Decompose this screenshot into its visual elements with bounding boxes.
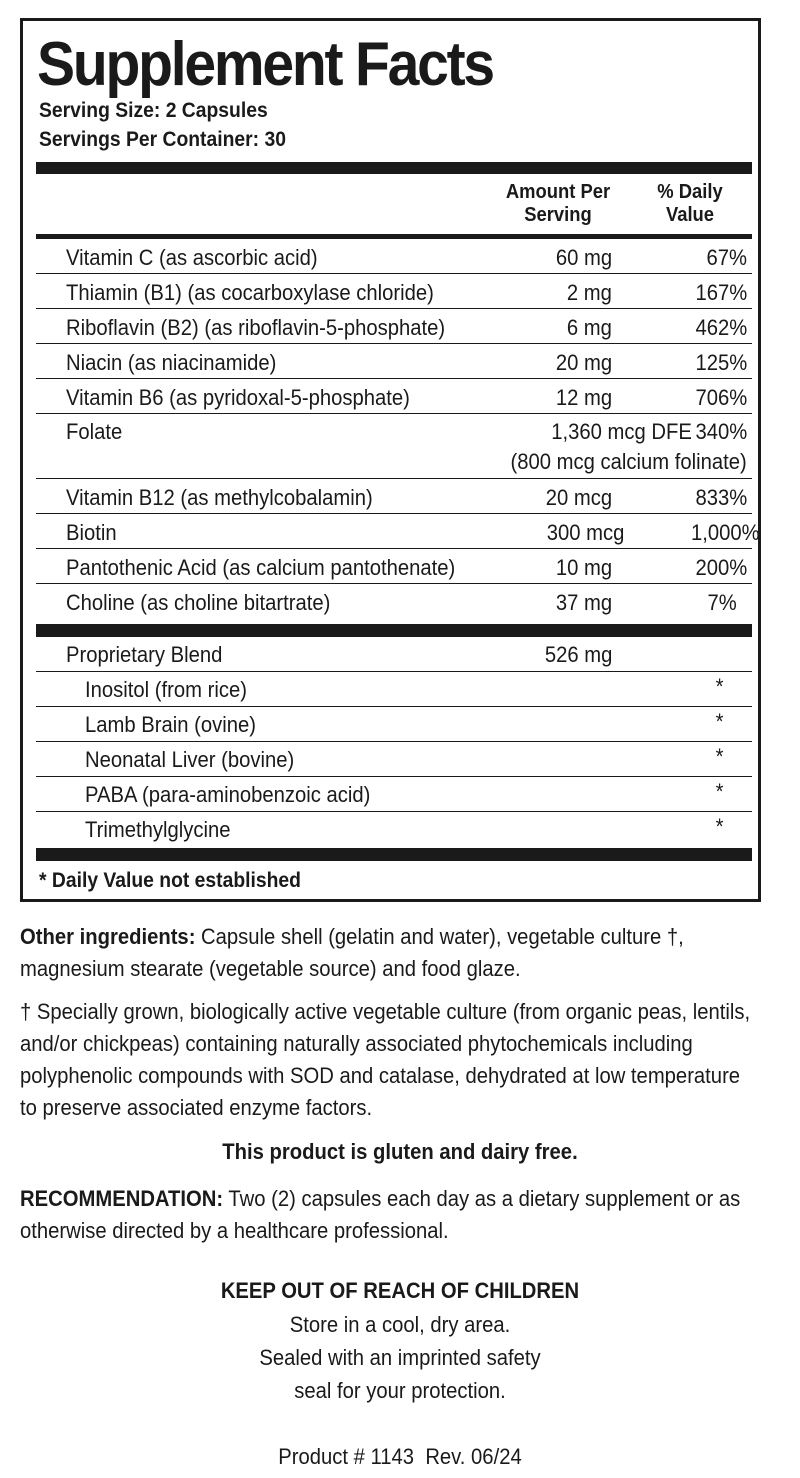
warning-heading: KEEP OUT OF REACH OF CHILDREN [220, 1278, 580, 1303]
product-code: Product # 1143 Rev. 06/24 [278, 1444, 522, 1469]
nutrient-name: Vitamin C (as ascorbic acid) [66, 245, 318, 270]
nutrient-row [36, 584, 752, 624]
blend-item-row [36, 707, 752, 742]
other-ingredients [20, 921, 756, 985]
nutrient-amount: 37 mg [555, 590, 612, 615]
nutrient-amount: 10 mg [555, 555, 612, 580]
dv-column-header [639, 181, 740, 227]
nutrient-dv: 833% [695, 485, 747, 510]
blend-item-name: Trimethylglycine [85, 817, 231, 842]
nutrient-row [36, 549, 752, 584]
storage-line-1: Store in a cool, dry area. [289, 1312, 511, 1337]
blend-item-name: PABA (para-aminobenzoic acid) [85, 782, 371, 807]
nutrient-amount: 2 mg [566, 280, 612, 305]
nutrient-dv: 200% [695, 555, 747, 580]
nutrient-amount: 300 mcg [546, 520, 624, 545]
daily-value-footnote: * Daily Value not established [39, 869, 301, 892]
thick-divider-bottom [36, 848, 752, 861]
thick-divider-blend [36, 624, 752, 637]
blend-item-name: Neonatal Liver (bovine) [85, 747, 295, 772]
blend-item-name: Inositol (from rice) [85, 677, 247, 702]
blend-item-row [36, 742, 752, 777]
blend-item-row [36, 777, 752, 812]
other-ingredients-text: Capsule shell (gelatin and water), vegetable culture †, magnesium stearate (vegetable source) and food glaze. [20, 924, 684, 981]
nutrient-row [36, 479, 752, 514]
nutrient-dv: 340% [695, 419, 747, 444]
nutrient-amount: 12 mg [555, 385, 612, 410]
other-ingredients-label: Other ingredients: [20, 924, 196, 949]
blend-amount: 526 mg [544, 642, 612, 667]
nutrient-dv: 706% [695, 385, 747, 410]
nutrient-name: Niacin (as niacinamide) [66, 350, 277, 375]
nutrient-name: Vitamin B12 (as methylcobalamin) [66, 485, 373, 510]
nutrient-amount: 20 mcg [545, 485, 612, 510]
blend-item-dv: * [716, 779, 724, 804]
nutrient-row [36, 239, 752, 274]
recommendation-label: RECOMMENDATION: [20, 1186, 224, 1211]
nutrient-dv: 167% [695, 280, 747, 305]
culture-note: † Specially grown, biologically active vegetable culture (from organic peas, lentils, and/or chickpeas) containing naturally associated phytochemicals including polyphenolic compounds with SOD and catalase, dehydrated at low temperature to preserve associated enzyme factors. [20, 999, 751, 1120]
blend-item-row [36, 812, 752, 847]
blend-item-dv: * [716, 674, 724, 699]
nutrient-dv: 1,000% [691, 520, 760, 545]
blend-name: Proprietary Blend [66, 642, 223, 667]
dv-header-line1: % Daily [657, 181, 723, 203]
nutrient-row [36, 274, 752, 309]
blend-item-name: Lamb Brain (ovine) [85, 712, 257, 737]
nutrient-dv: 462% [695, 315, 747, 340]
nutrient-name: Biotin [66, 520, 117, 545]
nutrient-dv: 7% [707, 590, 737, 615]
nutrient-name: Vitamin B6 (as pyridoxal-5-phosphate) [66, 385, 410, 410]
nutrient-amount: 60 mg [555, 245, 612, 270]
nutrient-name: Riboflavin (B2) (as riboflavin-5-phosphate) [66, 315, 446, 340]
nutrient-name: Pantothenic Acid (as calcium pantothenate) [66, 555, 456, 580]
panel-title: Supplement Facts [37, 30, 493, 99]
nutrient-amount: 6 mg [566, 315, 612, 340]
nutrient-dv: 67% [706, 245, 747, 270]
nutrient-row [36, 414, 752, 479]
blend-item-dv: * [716, 744, 724, 769]
nutrient-name: Choline (as choline bitartrate) [66, 590, 331, 615]
serving-size: Serving Size: 2 Capsules [39, 99, 268, 122]
nutrient-amount: 20 mg [555, 350, 612, 375]
nutrient-row [36, 514, 760, 549]
blend-item-dv: * [716, 814, 724, 839]
blend-item-dv: * [716, 709, 724, 734]
dv-header-line2: Value [665, 204, 715, 226]
nutrient-dv: 125% [695, 350, 747, 375]
nutrient-name: Thiamin (B1) (as cocarboxylase chloride) [66, 280, 434, 305]
thick-divider-top [36, 162, 752, 174]
storage-line-2: Sealed with an imprinted safety [259, 1345, 541, 1370]
nutrient-row [36, 379, 752, 414]
amount-header-line2: Serving [524, 204, 592, 226]
supplement-facts-panel [20, 18, 761, 902]
amount-column-header [494, 181, 623, 227]
recommendation-text: Two (2) capsules each day as a dietary supplement or as otherwise directed by a healthcare professional. [20, 1186, 741, 1243]
blend-row [36, 637, 752, 672]
storage-line-3: seal for your protection. [294, 1378, 506, 1403]
nutrient-row [36, 309, 752, 344]
nutrient-row [36, 344, 752, 379]
nutrient-amount-note: (800 mcg calcium folinate) [510, 449, 747, 474]
nutrient-name: Folate [66, 419, 123, 444]
blend-item-row [36, 672, 752, 707]
amount-header-line1: Amount Per [505, 181, 611, 203]
nutrient-amount: 1,360 mcg DFE [551, 419, 692, 444]
recommendation [20, 1183, 756, 1247]
gluten-free-statement: This product is gluten and dairy free. [222, 1139, 578, 1164]
servings-per-container: Servings Per Container: 30 [39, 128, 286, 151]
